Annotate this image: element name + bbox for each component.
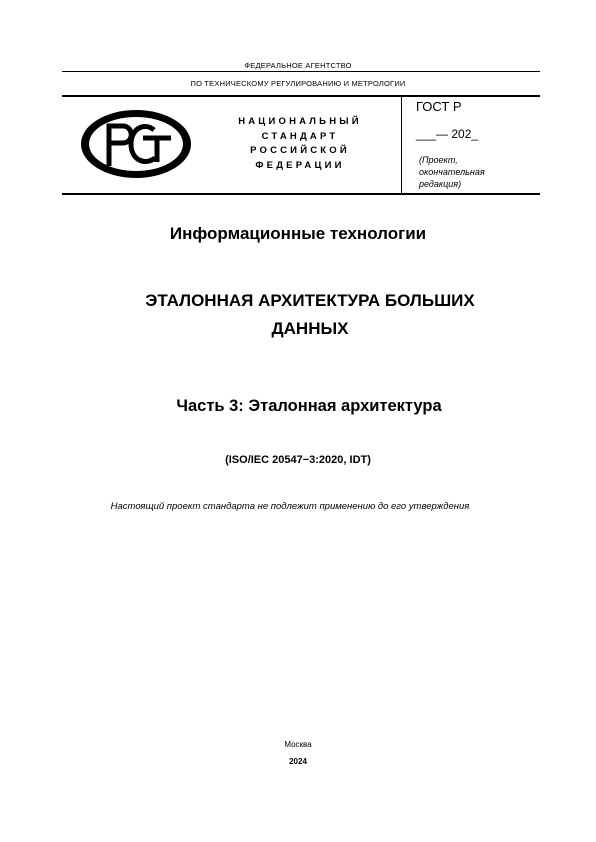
gost-code: ГОСТ Р: [416, 99, 462, 114]
header-divider: [401, 96, 402, 193]
publication-city: Москва: [284, 740, 312, 749]
national-standard-label: [205, 115, 395, 173]
rst-logo-icon: [79, 108, 193, 180]
document-title-main: [90, 287, 530, 343]
national-standard-line-3: РОССИЙСКОЙ: [250, 145, 350, 156]
iso-reference: (ISO/IEC 20547−3:2020, IDT): [225, 454, 371, 466]
draft-note: [419, 154, 529, 190]
document-title-main-line-2: ДАННЫХ: [271, 319, 349, 338]
agency-line-1: ФЕДЕРАЛЬНОЕ АГЕНТСТВО: [244, 61, 352, 70]
publication-year: 2024: [289, 757, 307, 766]
header-rule-thick: [62, 95, 540, 97]
national-standard-line-1: НАЦИОНАЛЬНЫЙ: [238, 116, 362, 127]
document-title-main-line-1: ЭТАЛОННАЯ АРХИТЕКТУРА БОЛЬШИХ: [145, 291, 475, 310]
draft-note-line-1: (Проект,: [419, 155, 458, 165]
draft-note-line-3: редакция): [419, 179, 462, 189]
agency-line-2: ПО ТЕХНИЧЕСКОМУ РЕГУЛИРОВАНИЮ И МЕТРОЛОГИИ: [190, 79, 406, 88]
document-title-group: Информационные технологии: [169, 224, 427, 243]
draft-notice: Настоящий проект стандарта не подлежит применению до его утверждения: [110, 501, 470, 512]
gost-number: ___— 202_: [416, 127, 479, 141]
draft-note-line-2: окончательная: [419, 167, 485, 177]
document-part-title: Часть 3: Эталонная архитектура: [176, 397, 442, 415]
header-rule-top: [62, 71, 540, 72]
national-standard-line-4: ФЕДЕРАЦИИ: [255, 159, 345, 171]
header-rule-bottom: [62, 193, 540, 195]
national-standard-line-2: СТАНДАРТ: [261, 130, 339, 142]
